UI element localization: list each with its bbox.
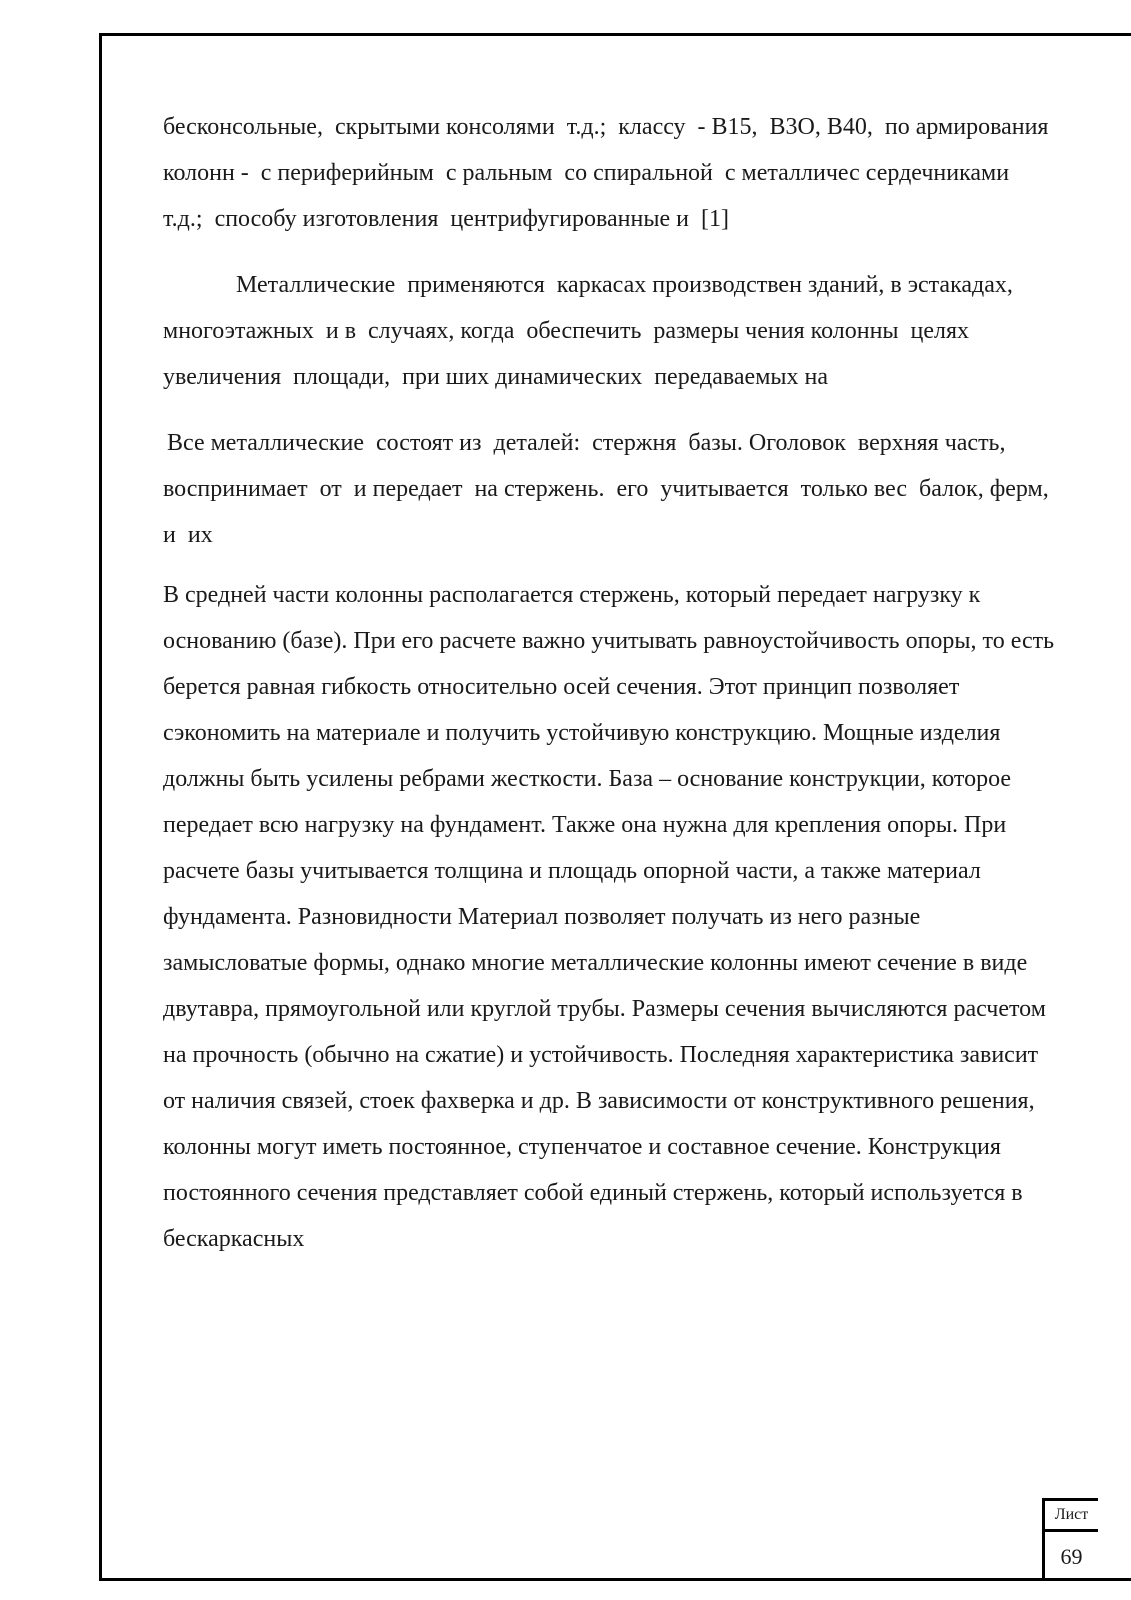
paragraph-4: В средней части колонны располагается стержень, который передает нагрузку к основанию (базе). При его расчете важно учитывать равноустойчивость опоры, то есть берется равная гибкость относительно осей сечения. Этот принцип позволяет сэкономить на материале и получить устойчивую конструкцию. Мощные изделия должны быть усилены ребрами жесткости. База – основание конструкции, которое передает всю нагрузку на фундамент. Также она нужна для крепления опоры. При расчете базы учитывается толщина и площадь опорной части, а также материал фундамента. Разновидности Материал позволяет получать из него разные замысловатые формы, однако многие металлические колонны имеют сечение в виде двутавра, прямоугольной или круглой трубы. Размеры сечения вычисляются расчетом на прочность (обычно на сжатие) и устойчивость. Последняя характеристика зависит от наличия связей, стоек фахверка и др. В зависимости от конструктивного решения, колонны могут иметь постоянное, ступенчатое и составное сечение. Конструкция постоянного сечения представляет собой единый стержень, который используется в бескаркасных (163, 582, 1061, 1252)
sheet-number: 69 (1060, 1544, 1083, 1569)
paragraph-1: бесконсольные, скрытыми консолями т.д.; классу - В15, В3О, В40, по армирования колонн - с периферийным с ральным со спиральной с металличес сердечниками т.д.; способу изготовления центрифугированные и [1] (163, 114, 1061, 232)
paragraph-3: Все металлические состоят из деталей: стержня базы. Оголовок верхняя часть, воспринимает от и передает на стержень. его учитывается только вес балок, ферм, и их (163, 430, 1061, 548)
sheet-stamp (1042, 1498, 1098, 1580)
sheet-label: Лист (1045, 1501, 1098, 1532)
document-body (163, 104, 1061, 1262)
paragraph-2: Металлические применяются каркасах производствен зданий, в эстакадах, многоэтажных и в случаях, когда обеспечить размеры чения колонны целях увеличения площади, при ших динамических передаваемых на (163, 272, 1025, 390)
